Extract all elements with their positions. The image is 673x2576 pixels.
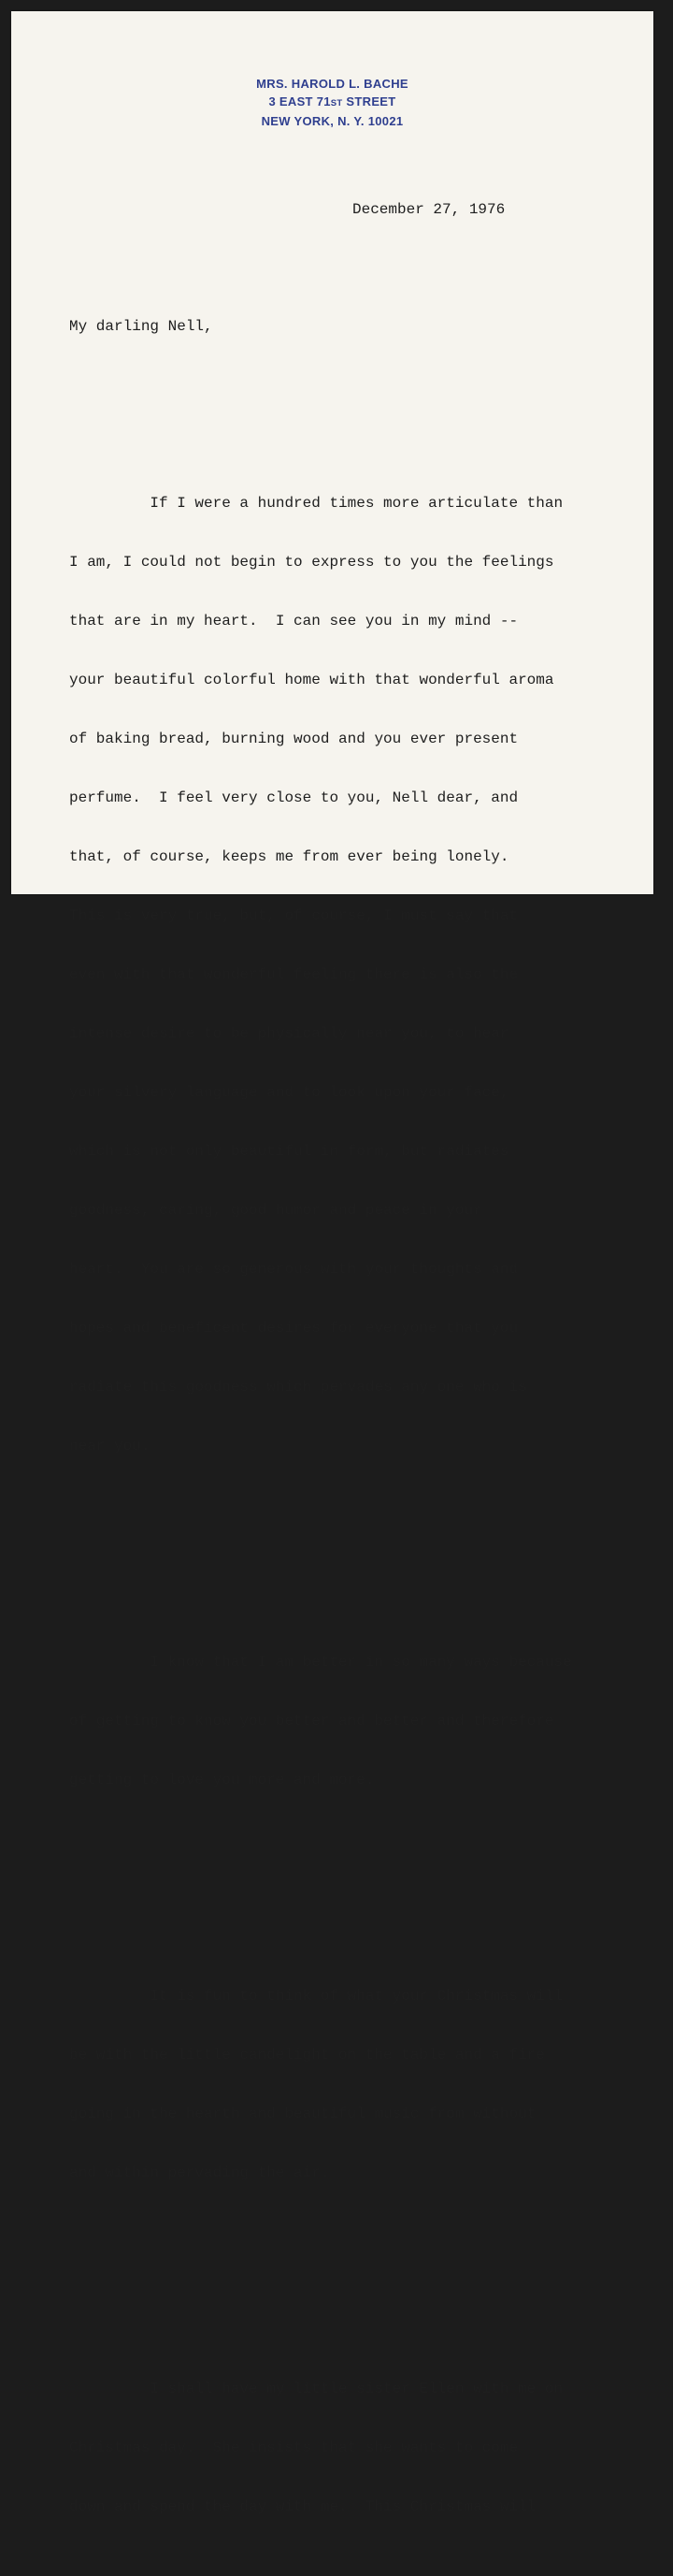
- text-line: If I were a hundred times more articulate than: [69, 495, 564, 512]
- paragraph-3: [69, 1947, 630, 2222]
- text-line: near you.: [69, 1438, 150, 1454]
- letterhead-street: [11, 93, 653, 112]
- text-line: of baking bread, burning wood and you ever present: [69, 731, 519, 747]
- text-line: goodness, caring, good humor and peace in your: [69, 1202, 482, 1219]
- letterhead: [11, 75, 653, 130]
- letterhead-street-suffix: ST: [330, 98, 343, 109]
- text-line: Christmas day. She insists that she wants to come: [69, 2439, 519, 2456]
- text-line: your beautiful colorful home with that wonderful aroma: [69, 672, 554, 688]
- text-line: intense desire to be physically near you, to hear: [69, 1025, 509, 1042]
- letter-salutation: My darling Nell,: [69, 318, 213, 335]
- text-line: radiate this goodness which pervades any one who is: [69, 1379, 527, 1396]
- text-line: perfume. I feel very close to you, Nell dear, and: [69, 789, 519, 806]
- paragraph-4: [69, 2340, 630, 2556]
- text-line: It is fun to think of what your Christmas will: [69, 1988, 564, 2004]
- text-line: even with that wonderful feeling there is also the: [69, 966, 519, 983]
- text-line: and within pervading the air.: [69, 2164, 330, 2181]
- text-line: that, of course, keeps me from ever being lonely.: [69, 848, 509, 865]
- letter-body: [69, 161, 630, 2576]
- letterhead-city: NEW YORK, N. Y. 10021: [261, 114, 404, 128]
- text-line: your silvery language and to look upon your face,: [69, 1084, 509, 1101]
- text-line: that are in my heart. I can see you in my mind --: [69, 613, 519, 630]
- paragraph-1: [69, 455, 630, 1496]
- text-line: I know that I am better in so many ways because: [69, 1654, 572, 1671]
- text-line: I shall have my little sister Ellen with me on: [69, 2381, 564, 2397]
- letterhead-street-name: STREET: [342, 94, 396, 109]
- text-line: hopes and beneficent desires for everyone that you: [69, 1320, 519, 1337]
- letterhead-name: MRS. HAROLD L. BACHE: [256, 77, 408, 91]
- text-line: be with the little candelight on the table and a fire: [69, 2047, 545, 2063]
- letterhead-street-number: 3 EAST 71: [268, 94, 331, 109]
- text-line: of getting to know you better and better and therefore: [69, 1713, 554, 1729]
- text-line: which is not only beautiful in form, but radiates: [69, 1143, 509, 1160]
- text-line: going in the hearth and beautiful music from without: [69, 2106, 537, 2122]
- text-line: I am, I could not begin to express to you the feelings: [69, 554, 554, 571]
- letter-date: December 27, 1976: [352, 201, 506, 218]
- paragraph-2: [69, 1614, 630, 1830]
- text-line: getting to love you more and more.: [69, 1772, 375, 1788]
- text-line: This is very true, but, of course, I must say that: [69, 907, 519, 924]
- text-line: heart. You are so generous with your thoughts and: [69, 1261, 519, 1278]
- text-line: down and spend the day with me. This Christmas will: [69, 2498, 537, 2515]
